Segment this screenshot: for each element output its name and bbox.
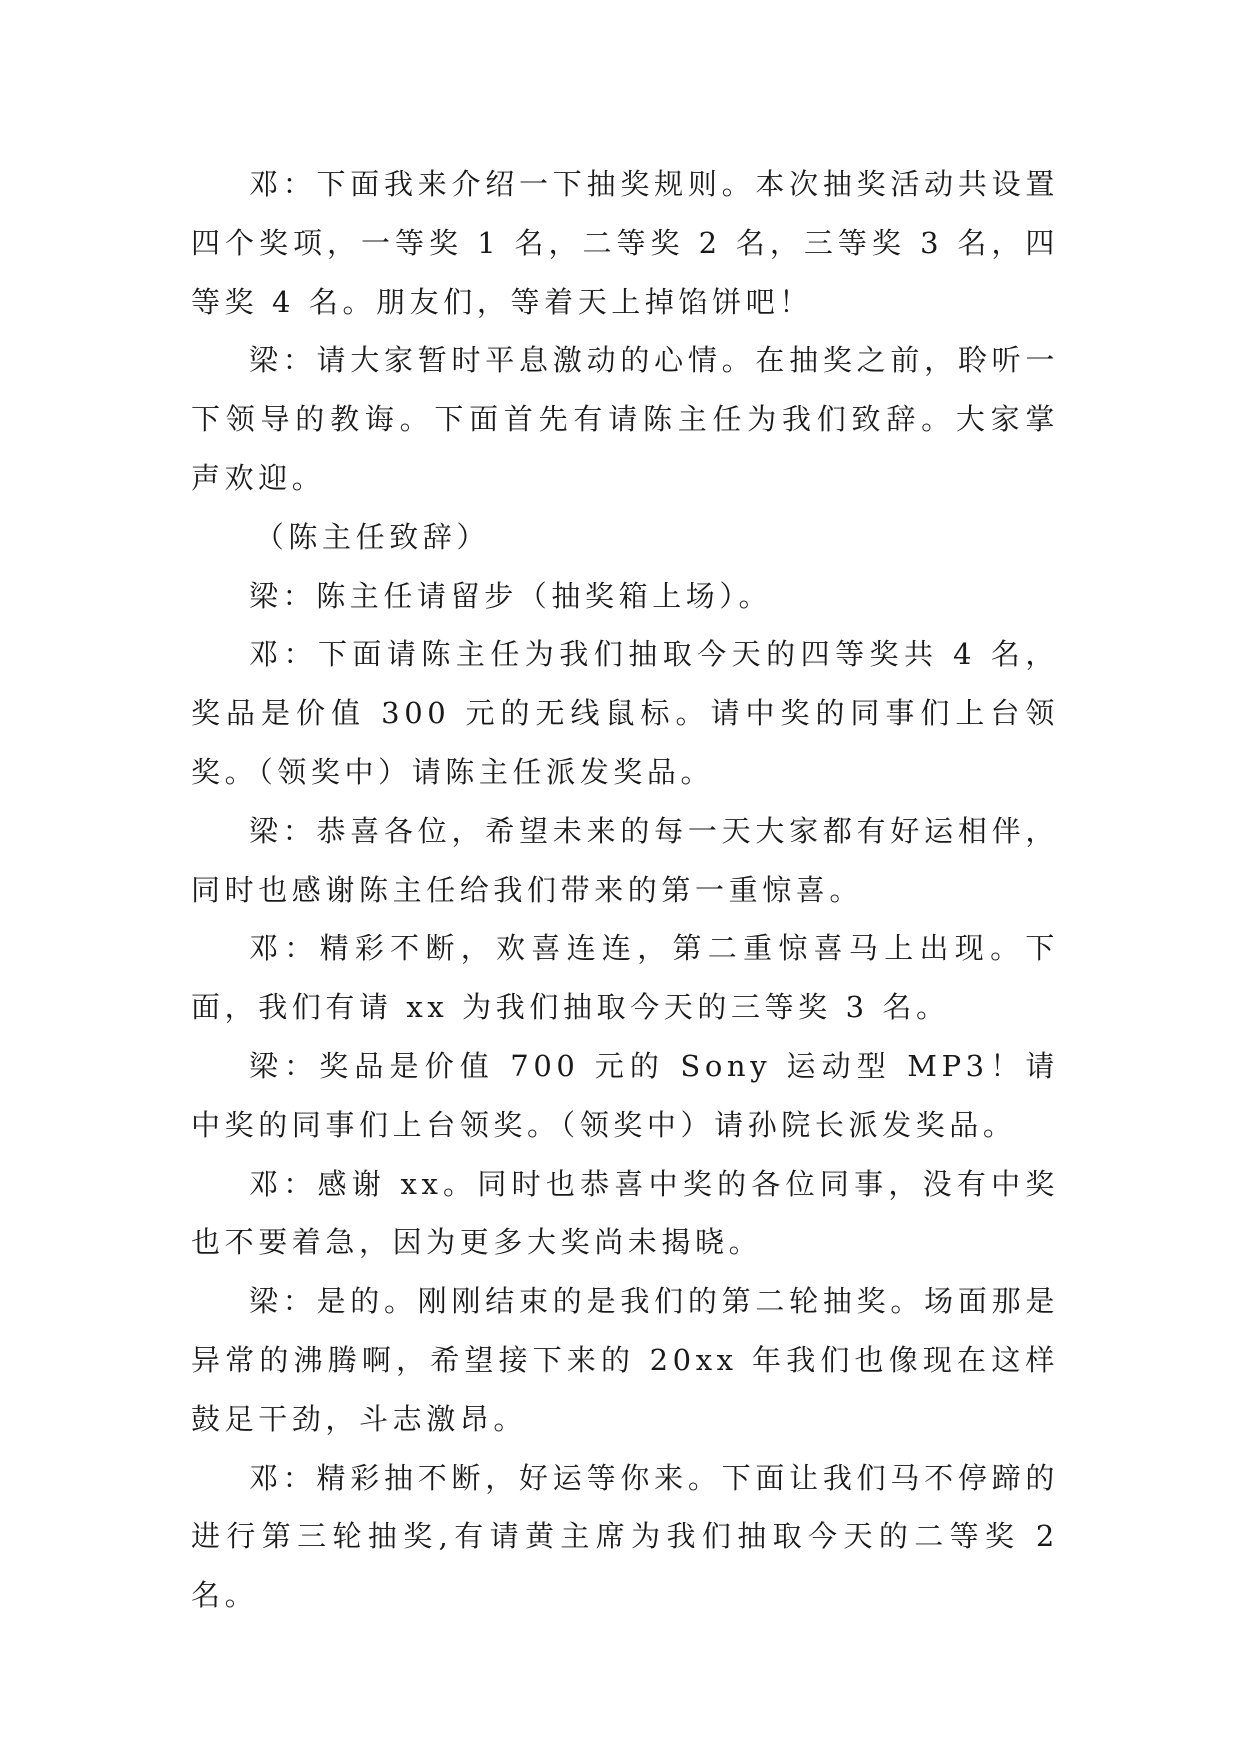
- paragraph-third-round: 邓：精彩抽不断，好运等你来。下面让我们马不停蹄的进行第三轮抽奖,有请黄主席为我们抽取今天的二等奖 2 名。: [191, 1460, 1059, 1613]
- paragraph-prize-rules: 邓：下面我来介绍一下抽奖规则。本次抽奖活动共设置四个奖项，一等奖 1 名，二等奖 2 名，三等奖 3 名，四等奖 4 名。朋友们，等着天上掉馅饼吧！: [191, 167, 1059, 319]
- document-body: [191, 155, 1059, 1625]
- paragraph-fourth-prize: 邓：下面请陈主任为我们抽取今天的四等奖共 4 名，奖品是价值 300 元的无线鼠标。请中奖的同事们上台领奖。（领奖中）请陈主任派发奖品。: [191, 637, 1059, 789]
- paragraph-please-stay: 梁：陈主任请留步（抽奖箱上场）。: [249, 578, 773, 613]
- paragraph-third-prize: 梁：奖品是价值 700 元的 Sony 运动型 MP3！请中奖的同事们上台领奖。（领奖中）请孙院长派发奖品。: [191, 1048, 1059, 1142]
- paragraph-second-surprise: 邓：精彩不断，欢喜连连，第二重惊喜马上出现。下面，我们有请 xx 为我们抽取今天的三等奖 3 名。: [191, 931, 1059, 1025]
- paragraph-congratulations: 梁：恭喜各位，希望未来的每一天大家都有好运相伴，同时也感谢陈主任给我们带来的第一重惊喜。: [191, 813, 1059, 907]
- paragraph-leader-speech-intro: 梁：请大家暂时平息激动的心情。在抽奖之前，聆听一下领导的教诲。下面首先有请陈主任为我们致辞。大家掌声欢迎。: [191, 343, 1059, 495]
- paragraph-thanks: 邓：感谢 xx。同时也恭喜中奖的各位同事，没有中奖也不要着急，因为更多大奖尚未揭晓。: [191, 1166, 1059, 1260]
- paragraph-second-round: 梁：是的。刚刚结束的是我们的第二轮抽奖。场面那是异常的沸腾啊，希望接下来的 20xx 年我们也像现在这样鼓足干劲，斗志激昂。: [191, 1284, 1059, 1436]
- paragraph-stage-direction: （陈主任致辞）: [254, 519, 490, 554]
